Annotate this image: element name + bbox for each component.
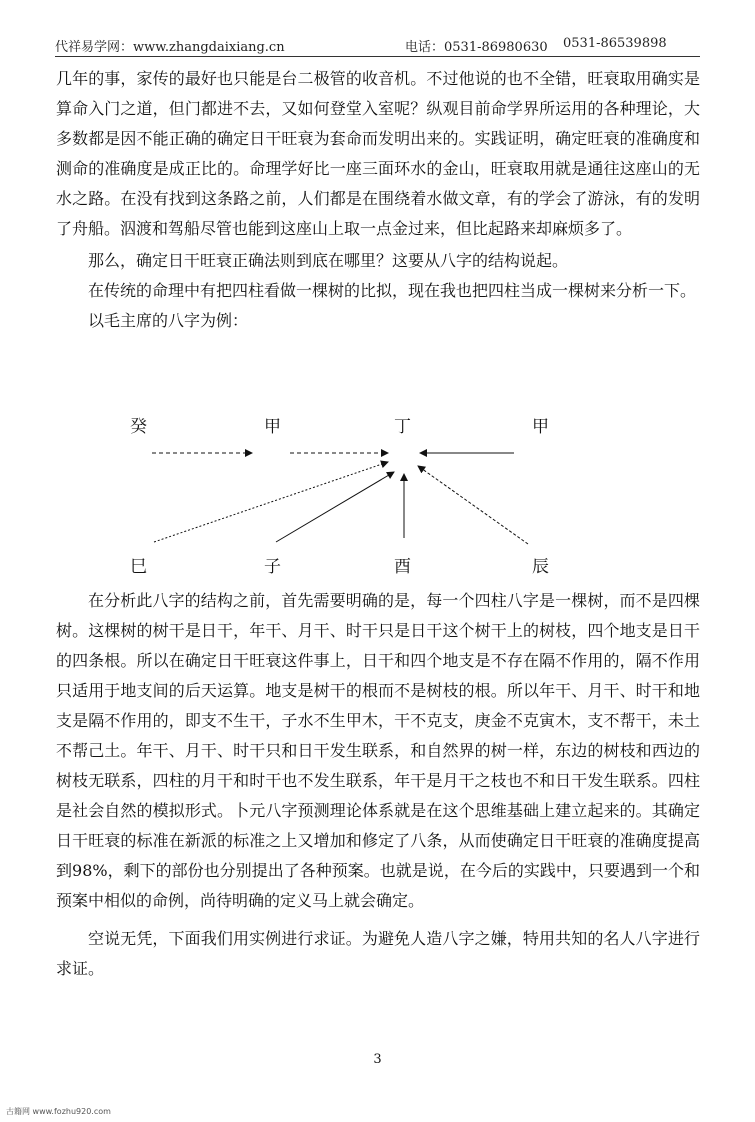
paragraph: 在分析此八字的结构之前，首先需要明确的是，每一个四柱八字是一棵树，而不是四棵树。这棵树的树干是日干，年干、月干、时干只是日干这个树干上的树枝，四个地支是日干的四条根。所以在确定日干旺衰这件事上，日干和四个地支是不存在隔不作用的，隔不作用只适用于地支间的后天运算。地支是树干的根而不是树枝的根。所以年干、月干、时干和地支是隔不作用的，即支不生干，子水不生甲木，干不克支，庚金不克寅木，支不帮干，未土不帮己土。年干、月干、时干只和日干发生联系，和自然界的树一样，东边的树枝和西边的树枝无联系，四柱的月干和时干也不发生联系，年干是月干之枝也不和日干发生联系。四柱是社会自然的模拟形式。卜元八字预测理论体系就是在这个思维基础上建立起来的。其确定日干旺衰的标准在新派的标准之上又增加和修定了八条，从而使确定日干旺衰的准确度提高到98%，剩下的部份也分别提出了各种预案。也就是说，在今后的实践中，只要遇到一个和预案中相似的命例，尚待明确的定义马上就会确定。 xyxy=(56,591,700,910)
arrow-branch-4 xyxy=(418,466,528,544)
paragraph: 几年的事，家传的最好也只能是台二极管的收音机。不过他说的也不全错，旺衰取用确实是算命入门之道，但门都进不去，又如何登堂入室呢？纵观目前命学界所运用的各种理论，大多数都是因不能正确的确定日干旺衰为套命而发明出来的。实践证明，确定旺衰的准确度和测命的准确度是成正比的。命理学好比一座三面环水的金山，旺衰取用就是通往这座山的无水之路。在没有找到这条路之前，人们都是在围绕着水做文章，有的学会了游泳，有的发明了舟船。泅渡和驾船尽管也能到这座山上取一点金过来，但比起路来却麻烦多了。 xyxy=(56,69,700,238)
page-header xyxy=(55,36,700,56)
arrow-branch-2 xyxy=(276,472,394,542)
branch-hour: 辰 xyxy=(532,557,549,577)
branch-day: 酉 xyxy=(394,557,411,577)
paragraph: 以毛主席的八字为例： xyxy=(88,311,249,330)
footer-watermark: 古籍网 www.fozhu920.com xyxy=(6,1107,111,1116)
stem-year: 癸 xyxy=(130,417,147,437)
paragraph: 空说无凭，下面我们用实例进行求证。为避免人造八字之嫌，特用共知的名人八字进行求证。 xyxy=(56,929,700,978)
body-text-top xyxy=(56,64,700,336)
stem-hour: 甲 xyxy=(532,417,549,437)
header-site: 代祥易学网：www.zhangdaixiang.cn xyxy=(55,40,285,55)
paragraph: 在传统的命理中有把四柱看做一棵树的比拟，现在我也把四柱当成一棵树来分析一下。 xyxy=(88,281,697,300)
body-text-bottom xyxy=(56,586,700,984)
arrow-branch-1 xyxy=(154,462,388,542)
header-phone: 电话：0531-86980630 xyxy=(405,40,548,55)
page-number: 3 xyxy=(373,1052,382,1067)
paragraph: 那么，确定日干旺衰正确法则到底在哪里？这要从八字的结构说起。 xyxy=(88,251,569,270)
header-phone-2: 0531-86539898 xyxy=(563,36,667,51)
branch-month: 子 xyxy=(264,557,281,577)
bazi-diagram xyxy=(56,402,700,582)
branch-year: 巳 xyxy=(130,557,147,577)
stem-month: 甲 xyxy=(264,417,281,437)
header-rule xyxy=(55,56,700,57)
stem-day: 丁 xyxy=(394,417,411,437)
